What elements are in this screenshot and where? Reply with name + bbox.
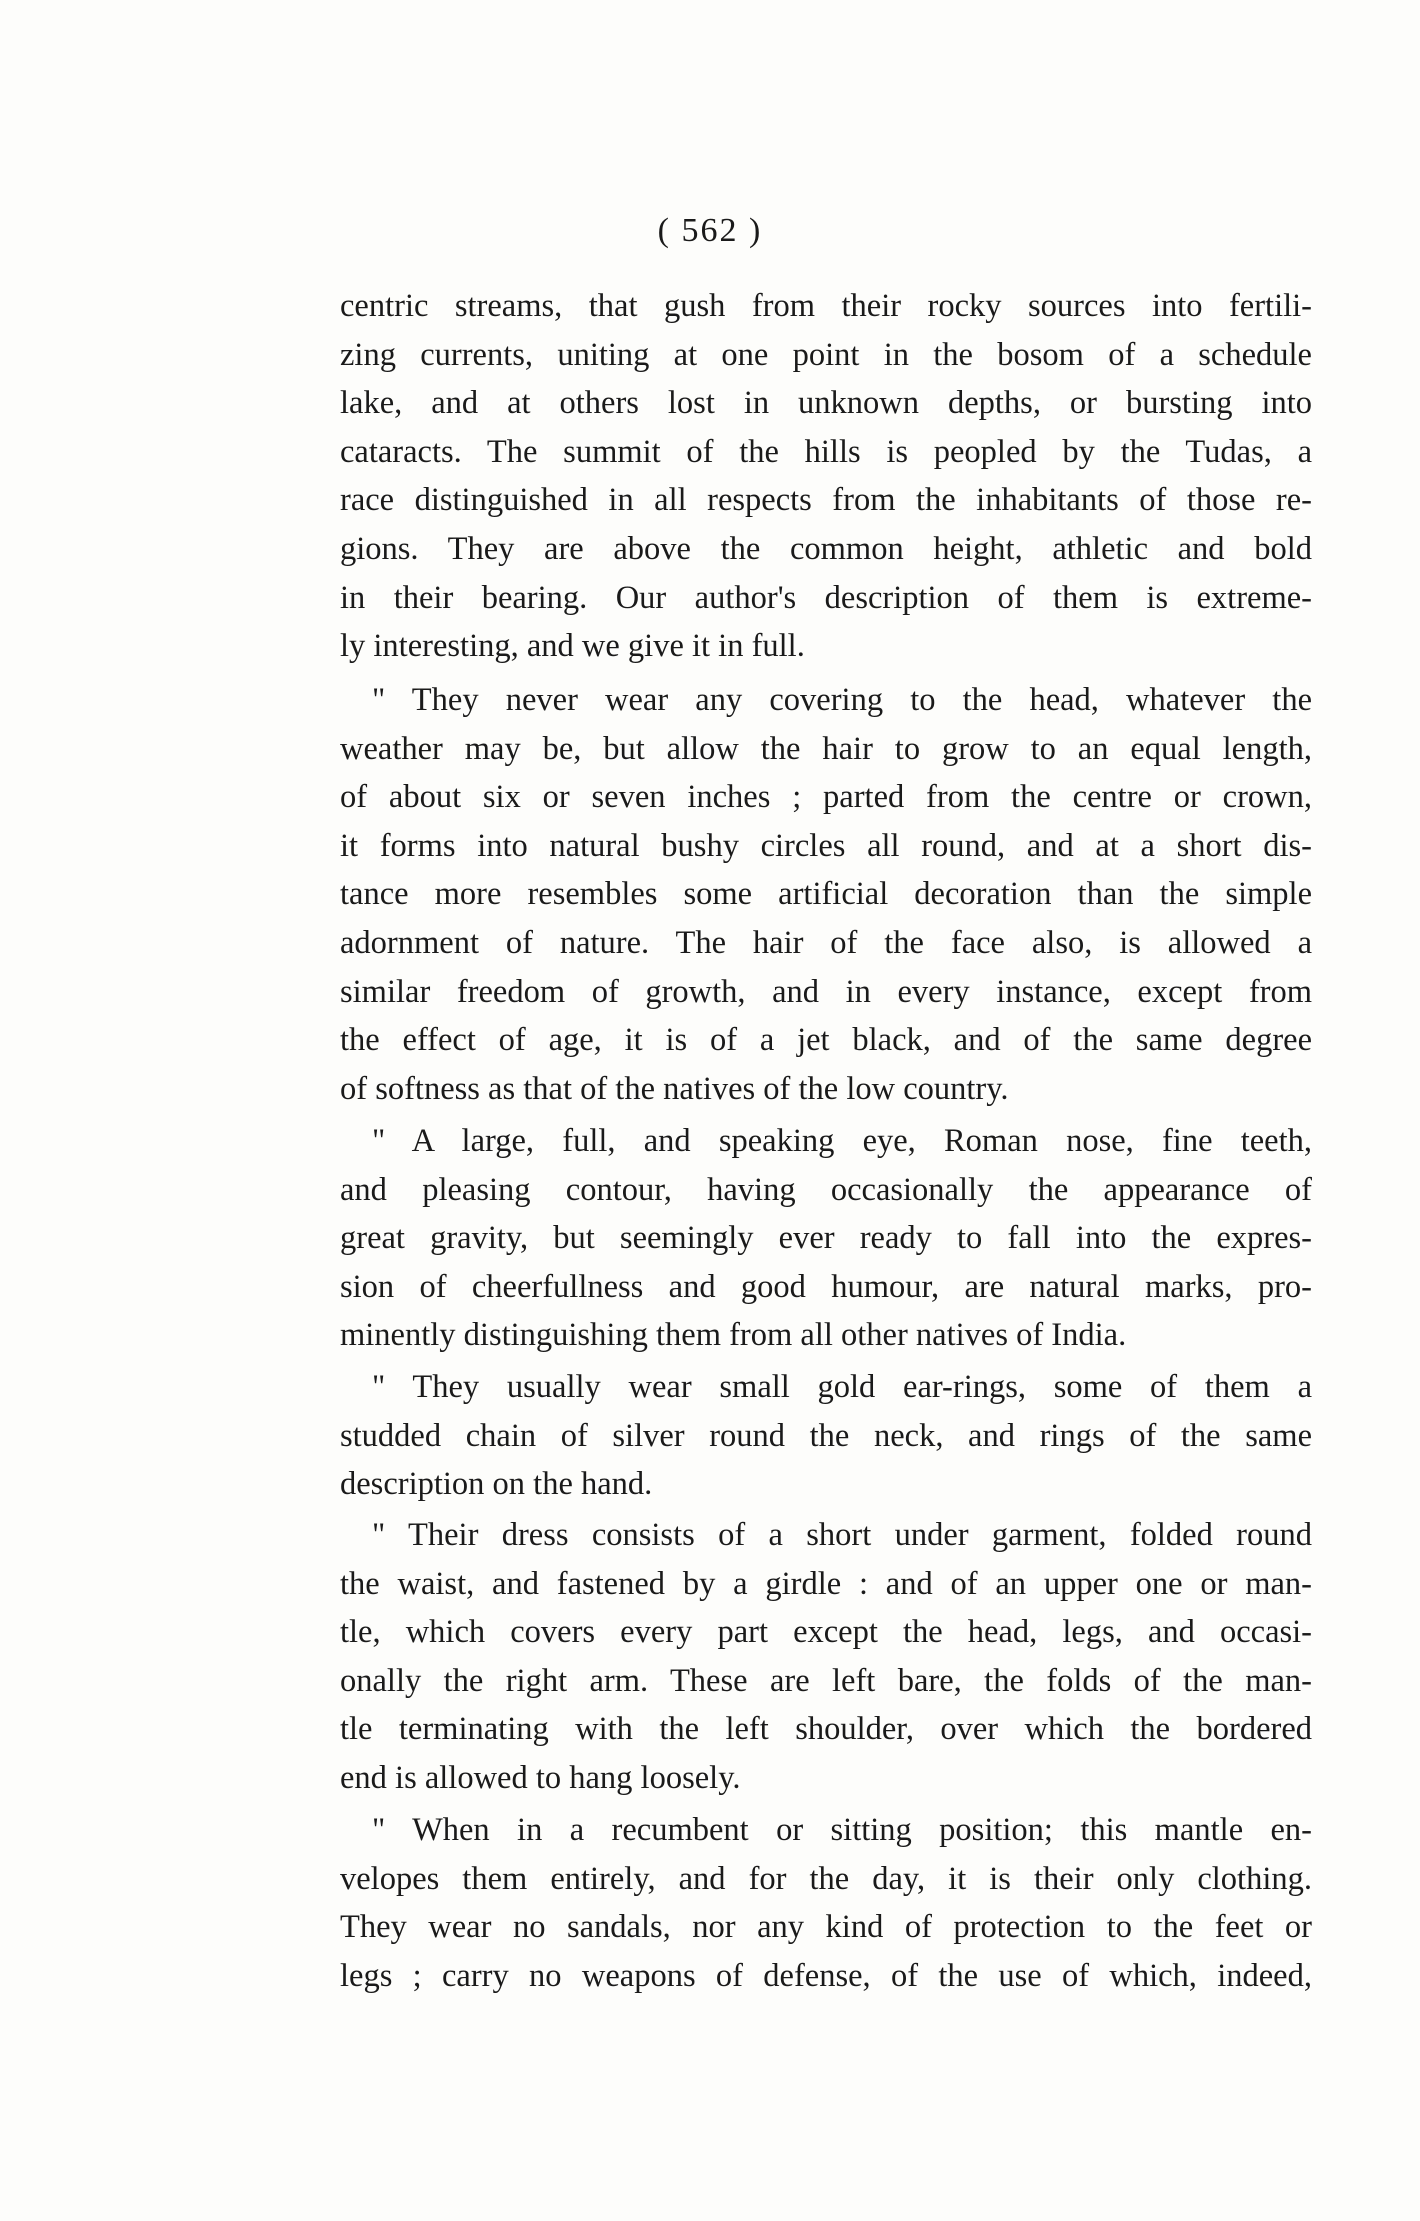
text-line: sion of cheerfullness and good humour, are natural marks, pro- xyxy=(340,1268,1312,1305)
text-line: the waist, and fastened by a girdle : and of an upper one or man- xyxy=(340,1565,1312,1602)
paragraph-3 xyxy=(340,1117,1312,1360)
text-line: cataracts. The summit of the hills is peopled by the Tudas, a xyxy=(340,433,1312,470)
text-line: end is allowed to hang loosely. xyxy=(340,1759,741,1796)
text-line: legs ; carry no weapons of defense, of the use of which, indeed, xyxy=(340,1957,1312,1994)
text-line: weather may be, but allow the hair to grow to an equal length, xyxy=(340,730,1312,767)
paragraph-2 xyxy=(340,676,1312,1113)
text-line: great gravity, but seemingly ever ready to fall into the expres- xyxy=(340,1220,1312,1257)
text-line: in their bearing. Our author's description of them is extreme- xyxy=(340,579,1312,616)
text-line: it forms into natural bushy circles all round, and at a short dis- xyxy=(340,827,1312,864)
text-line: " They usually wear small gold ear-rings, some of them a xyxy=(372,1369,1312,1405)
page-number: ( 562 ) xyxy=(657,212,763,249)
text-line: studded chain of silver round the neck, and rings of the same xyxy=(340,1417,1312,1454)
text-line: " Their dress consists of a short under garment, folded round xyxy=(372,1517,1312,1553)
text-line: tance more resembles some artificial decoration than the simple xyxy=(340,876,1312,913)
paragraph-4 xyxy=(340,1363,1312,1509)
text-line: of about six or seven inches ; parted from the centre or crown, xyxy=(340,779,1312,816)
text-line: onally the right arm. These are left bare, the folds of the man- xyxy=(340,1662,1312,1699)
text-line: tle, which covers every part except the head, legs, and occasi- xyxy=(340,1614,1312,1651)
text-line: of softness as that of the natives of the low country. xyxy=(340,1070,1009,1107)
text-line: similar freedom of growth, and in every instance, except from xyxy=(340,973,1312,1010)
text-line: They wear no sandals, nor any kind of protection to the feet or xyxy=(340,1909,1312,1946)
paragraph-5 xyxy=(340,1511,1312,1803)
text-line: the effect of age, it is of a jet black, and of the same degree xyxy=(340,1022,1312,1059)
text-line: " They never wear any covering to the head, whatever the xyxy=(372,682,1312,718)
text-line: adornment of nature. The hair of the face also, is allowed a xyxy=(340,924,1312,961)
paragraph-1 xyxy=(340,282,1312,671)
text-line: gions. They are above the common height, athletic and bold xyxy=(340,530,1312,567)
text-line: " A large, full, and speaking eye, Roman nose, fine teeth, xyxy=(372,1123,1312,1159)
text-line: minently distinguishing them from all other natives of India. xyxy=(340,1317,1127,1354)
text-line: " When in a recumbent or sitting position; this mantle en- xyxy=(372,1812,1312,1848)
text-line: description on the hand. xyxy=(340,1466,653,1503)
text-line: lake, and at others lost in unknown depths, or bursting into xyxy=(340,385,1312,422)
text-line: tle terminating with the left shoulder, over which the bordered xyxy=(340,1711,1312,1748)
text-line: race distinguished in all respects from the inhabitants of those re- xyxy=(340,482,1312,519)
text-line: zing currents, uniting at one point in the bosom of a schedule xyxy=(340,336,1312,373)
text-line: velopes them entirely, and for the day, it is their only clothing. xyxy=(340,1860,1312,1897)
text-line: centric streams, that gush from their rocky sources into fertili- xyxy=(340,288,1312,324)
paragraph-6 xyxy=(340,1806,1312,2000)
text-line: ly interesting, and we give it in full. xyxy=(340,628,805,665)
text-line: and pleasing contour, having occasionally the appearance of xyxy=(340,1171,1312,1208)
